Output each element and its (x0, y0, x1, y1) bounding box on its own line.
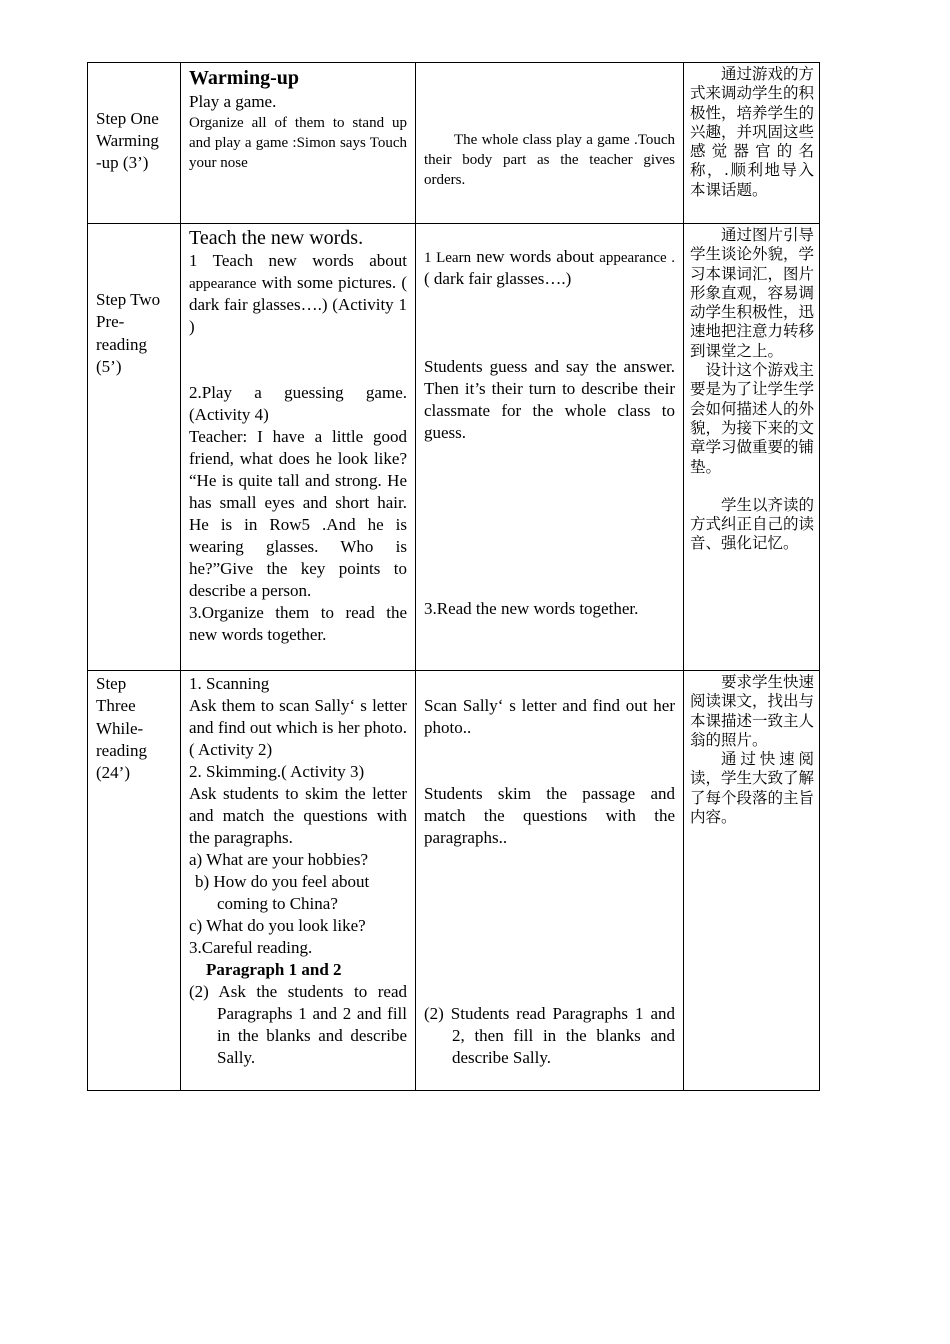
text-paragraph: 要求学生快速阅读课文，找出与本课描述一致主人翁的照片。 (690, 673, 815, 749)
text-paragraph: 学生以齐读的方式纠正自己的读音、强化记忆。 (690, 495, 815, 553)
step-label: Warming (96, 130, 159, 150)
text-paragraph: (2) Ask the students to read Paragraphs 1 and 2 and fill in the blanks and describe Sally. (189, 982, 407, 1067)
text-span: 1 Teach new words about (189, 251, 407, 270)
table-row (88, 224, 820, 671)
text-paragraph: Teacher: I have a little good friend, what does he look like? “He is quite tall and strong. He has small eyes and short hair. He is in Row5 .And he is wearing glasses. Who is he?”Give the key points to describe a person. (189, 427, 407, 600)
lesson-plan-table (87, 62, 820, 1091)
text-paragraph: 3.Organize them to read the new words together. (189, 603, 407, 644)
text-line: 1. Scanning (189, 674, 270, 693)
text-span: appearance . (599, 250, 675, 266)
table-row (88, 63, 820, 224)
text-span: new words about (471, 247, 595, 266)
text-span: ( dark fair glasses….) (424, 269, 572, 288)
step-label: Three (96, 696, 136, 716)
text-paragraph (189, 250, 407, 338)
student-activity-cell (416, 224, 684, 671)
text-paragraph: The whole class play a game .Touch their body part as the teacher gives orders. (424, 132, 675, 188)
step-cell (88, 63, 181, 224)
text-span: with some pictures. ( dark fair glasses….) (Activity 1 ) (189, 273, 407, 336)
text-paragraph: Ask students to skim the letter and match the questions with the paragraphs. (189, 784, 407, 847)
teacher-activity-cell (181, 224, 416, 671)
text-paragraph: Ask them to scan Sally‘ s letter and find out which is her photo. ( Activity 2) (189, 696, 407, 759)
step-label: Pre- (96, 312, 125, 332)
text-paragraph: Scan Sally‘ s letter and find out her photo.. (424, 696, 675, 737)
text-paragraph (424, 246, 675, 290)
text-paragraph: 通过图片引导学生谈论外貌，学习本课词汇，图片形象直观，容易调动学生积极性，迅速地把注意力转移到课堂之上。 (690, 226, 815, 360)
purpose-cell (684, 671, 820, 1091)
step-label: While- (96, 718, 144, 738)
text-line: 3.Careful reading. (189, 938, 313, 957)
text-line: 2. Skimming.( Activity 3) (189, 762, 365, 781)
step-label: (24’) (96, 763, 130, 783)
table-row (88, 671, 820, 1091)
step-label: reading (96, 334, 147, 354)
text-span: 1 Learn (424, 250, 472, 266)
text-line: Play a game. (189, 92, 277, 111)
text-paragraph: 3.Read the new words together. (424, 599, 639, 618)
subheading: Paragraph 1 and 2 (206, 960, 342, 979)
step-label: Step One (96, 108, 159, 128)
step-label: -up (3’) (96, 153, 149, 173)
step-label: reading (96, 740, 147, 760)
question-item: b) How do you feel about coming to China? (195, 872, 370, 913)
section-title: Teach the new words. (189, 227, 364, 249)
teacher-activity-cell (181, 63, 416, 224)
step-cell (88, 224, 181, 671)
student-activity-cell (416, 63, 684, 224)
student-activity-cell (416, 671, 684, 1091)
question-item: c) What do you look like? (189, 916, 366, 935)
text-span: appearance (189, 276, 257, 292)
text-paragraph: (2) Students read Paragraphs 1 and 2, then fill in the blanks and describe Sally. (424, 1004, 675, 1067)
teacher-activity-cell (181, 671, 416, 1091)
text-paragraph: 2.Play a guessing game. (Activity 4) (189, 383, 407, 424)
section-title: Warming-up (189, 67, 300, 89)
text-paragraph: Students skim the passage and match the questions with the paragraphs.. (424, 784, 675, 847)
purpose-cell (684, 63, 820, 224)
step-label: Step (96, 674, 127, 693)
text-paragraph: 设计这个游戏主要是为了让学生学会如何描述人的外貌，为接下来的文章学习做重要的铺垫。 (690, 361, 815, 476)
question-item: a) What are your hobbies? (189, 850, 369, 869)
step-label: Step Two (96, 290, 161, 309)
text-paragraph: Organize all of them to stand up and play a game :Simon says Touch your nose (189, 115, 407, 171)
text-paragraph: 通过快速阅读，学生大致了解了每个段落的主旨内容。 (690, 750, 815, 827)
text-paragraph: Students guess and say the answer. Then it’s their turn to describe their classmate for the whole class to guess. (424, 357, 675, 442)
step-label: (5’) (96, 356, 122, 376)
step-cell (88, 671, 181, 1091)
text-paragraph: 通过游戏的方式来调动学生的积极性，培养学生的兴趣，并巩固这些感觉器官的名称，.顺利地导入本课话题。 (690, 65, 815, 199)
purpose-cell (684, 224, 820, 671)
